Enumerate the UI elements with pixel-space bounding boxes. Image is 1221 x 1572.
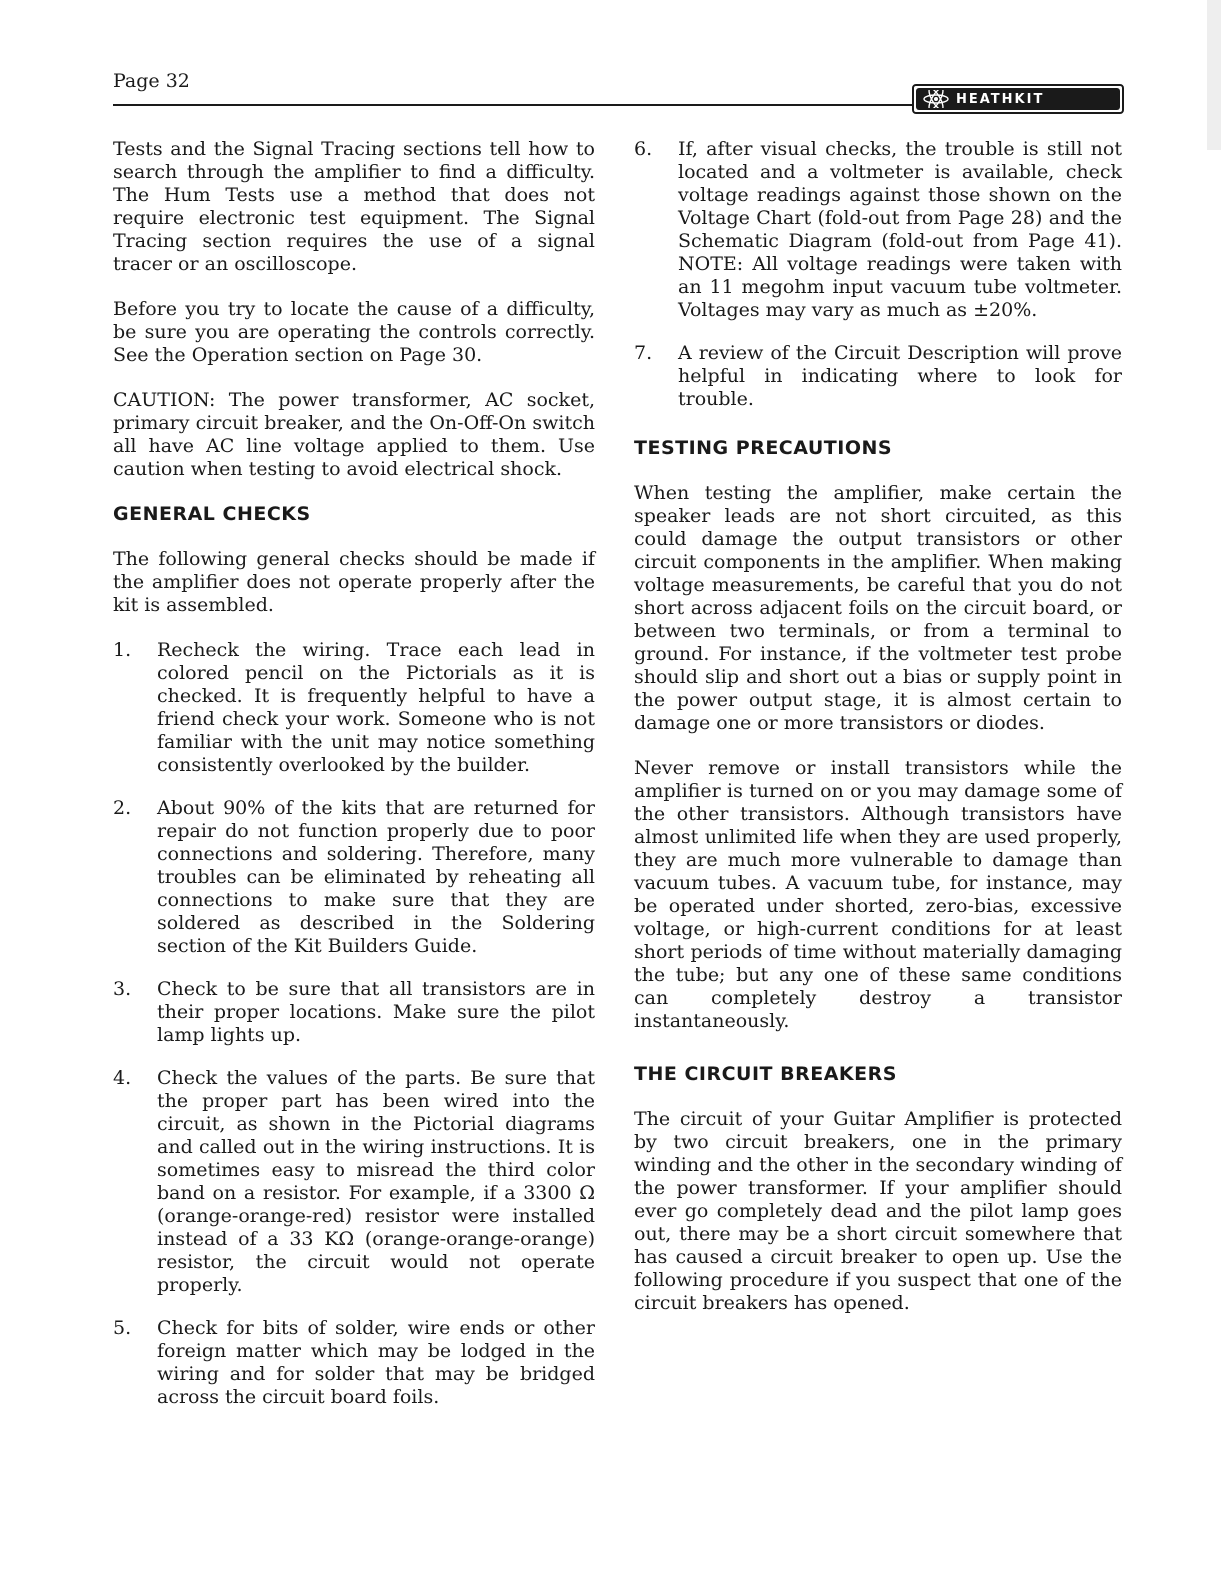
atom-icon <box>916 88 956 110</box>
intro-paragraph: Tests and the Signal Tracing sections tell how to search through the amplifier to find a difficulty. The Hum Tests use a method that does not require electronic test equipment. The Signal Tracing section requires the use of a signal tracer or an oscilloscope. <box>113 138 595 275</box>
heathkit-logo <box>912 84 1124 114</box>
testing-precautions-heading: TESTING PRECAUTIONS <box>634 437 893 459</box>
item-number: 7. <box>634 342 653 364</box>
item-number: 6. <box>634 138 653 160</box>
intro-paragraph: Before you try to locate the cause of a difficulty, be sure you are operating the controls correctly. See the Operation section on Page 30. <box>113 298 595 366</box>
testing-precautions-paragraph: Never remove or install transistors while the amplifier is turned on or you may damage some of the other transistors. Although transistors have almost unlimited life when they are used properly, they are much more vulnerable to damage than vacuum tubes. A vacuum tube, for instance, may be operated under shorted, zero-bias, excessive voltage, or high-current conditions for at least short periods of time without materially damaging the tube; but any one of these same conditions can completely destroy a transistor instantaneously. <box>634 757 1122 1032</box>
list-item <box>113 797 595 958</box>
item-text: If, after visual checks, the trouble is still not located and a voltmeter is available, check voltage readings against those shown on the Voltage Chart (fold-out from Page 28) and the Schematic Diagram (fold-out from Page 41). NOTE: All voltage readings were taken with an 11 megohm input vacuum tube voltmeter. Voltages may vary as much as ±20%. <box>678 138 1122 321</box>
item-text: A review of the Circuit Description will prove helpful in indicating where to look for trouble. <box>678 342 1122 410</box>
item-number: 5. <box>113 1317 132 1339</box>
general-checks-heading: GENERAL CHECKS <box>113 503 311 525</box>
header-rule <box>113 104 913 106</box>
item-number: 1. <box>113 639 132 661</box>
list-item <box>113 1317 595 1409</box>
caution-paragraph: CAUTION: The power transformer, AC socket, primary circuit breaker, and the On-Off-On switch all have AC line voltage applied to them. Use caution when testing to avoid electrical shock. <box>113 389 595 480</box>
item-number: 2. <box>113 797 132 819</box>
item-text: Check for bits of solder, wire ends or other foreign matter which may be lodged in the wiring and for solder that may be bridged across the circuit board foils. <box>157 1317 595 1408</box>
item-text: About 90% of the kits that are returned for repair do not function properly due to poor connections and soldering. Therefore, many troubles can be eliminated by reheating all connections to make sure that they are soldered as described in the Soldering section of the Kit Builders Guide. <box>157 797 595 957</box>
left-column <box>113 138 595 1429</box>
list-item <box>113 978 595 1047</box>
item-text: Check to be sure that all transistors are in their proper locations. Make sure the pilot lamp lights up. <box>157 978 595 1046</box>
general-checks-list <box>113 639 595 1409</box>
testing-precautions-paragraph: When testing the amplifier, make certain the speaker leads are not short circuited, as this could damage the output transistors or other circuit components in the amplifier. When making voltage measurements, be careful that you do not short across adjacent foils on the circuit board, or between two terminals, or from a terminal to ground. For instance, if the voltmeter test probe should slip and short out a bias or supply point in the power output stage, it is almost certain to damage one or more transistors or diodes. <box>634 482 1122 734</box>
logo-text: HEATHKIT <box>956 91 1045 107</box>
list-item <box>113 1067 595 1297</box>
list-item <box>634 138 1122 322</box>
page-edge-shadow <box>1207 0 1221 150</box>
list-item <box>113 639 595 777</box>
list-item <box>634 342 1122 411</box>
general-checks-list-continued <box>634 138 1122 411</box>
right-column <box>634 138 1122 1337</box>
circuit-breakers-heading: THE CIRCUIT BREAKERS <box>634 1063 897 1085</box>
item-text: Recheck the wiring. Trace each lead in colored pencil on the Pictorials as it is checked. It is frequently helpful to have a friend check your work. Someone who is not familiar with the unit may notice something consistently overlooked by the builder. <box>157 639 595 776</box>
general-checks-intro: The following general checks should be made if the amplifier does not operate properly after the kit is assembled. <box>113 548 595 616</box>
circuit-breakers-paragraph: The circuit of your Guitar Amplifier is protected by two circuit breakers, one in the primary winding and the other in the secondary winding of the power transformer. If your amplifier should ever go completely dead and the pilot lamp goes out, there may be a short circuit somewhere that has caused a circuit breaker to open up. Use the following procedure if you suspect that one of the circuit breakers has opened. <box>634 1108 1122 1314</box>
item-text: Check the values of the parts. Be sure that the proper part has been wired into the circuit, as shown in the Pictorial diagrams and called out in the wiring instructions. It is sometimes easy to misread the third color band on a resistor. For example, if a 3300 Ω (orange-orange-red) resistor were installed instead of a 33 KΩ (orange-orange-orange) resistor, the circuit would not operate properly. <box>157 1067 595 1296</box>
item-number: 4. <box>113 1067 132 1089</box>
page-number: Page 32 <box>113 70 190 92</box>
item-number: 3. <box>113 978 132 1000</box>
